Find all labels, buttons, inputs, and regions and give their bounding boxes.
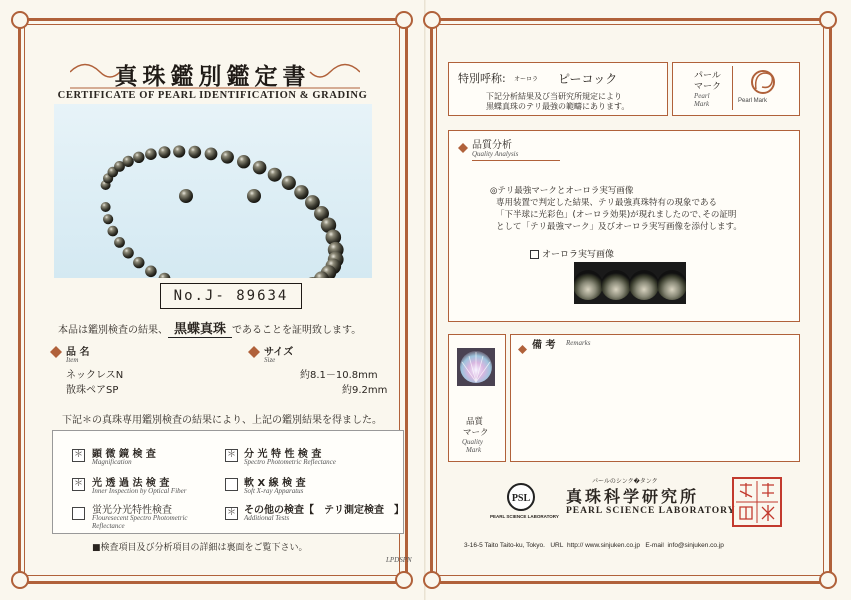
test-name: 光 透 過 法 検 査 [92, 478, 170, 489]
analysis-line: として「テリ最強マーク」及びオーロラ実写画像を添付します。 [496, 222, 742, 232]
corner-ornament [819, 11, 837, 29]
corner-ornament [819, 571, 837, 589]
test-checkbox: ＊ [226, 450, 236, 460]
square-bullet-icon [530, 250, 539, 259]
pearl [159, 273, 171, 278]
item-name: ネックレスN [66, 370, 124, 381]
corner-ornament [11, 571, 29, 589]
pearl [268, 168, 282, 182]
certificate-title: 真珠鑑別鑑定書 [114, 63, 311, 90]
pearl-mark-label-en: Mark [694, 100, 710, 108]
test-checkbox: ＊ [73, 479, 83, 489]
url-label: URL [550, 542, 564, 549]
test-name: その他の検査【 テリ測定検査 】 [244, 505, 404, 516]
test-checkbox: ＊ [73, 450, 83, 460]
pearl-mark-label-en: Pearl [694, 92, 710, 100]
url-link[interactable]: http:// www.sinjuken.co.jp [567, 542, 640, 549]
corner-ornament [11, 11, 29, 29]
lab-ruby: パールのシンク�タンク [592, 478, 658, 485]
loose-pearl [247, 189, 261, 203]
pearl [108, 226, 119, 237]
psl-logo-icon [506, 482, 536, 512]
test-name-en: Soft X-ray Apparatus [244, 487, 304, 495]
test-name-en: Flouresecent Spectro Photometric Reflectance [92, 514, 188, 530]
pearl [145, 266, 157, 278]
pearl [123, 156, 134, 167]
email-link[interactable]: info@sinjuken.co.jp [667, 542, 724, 549]
item-size: 約9.2mm [342, 385, 388, 396]
test-name-en: Magnification [92, 458, 132, 466]
pearl [221, 151, 234, 164]
analysis-title: 品質分析 [472, 140, 512, 151]
item-size: 約8.1－10.8mm [300, 370, 378, 381]
analysis-title-en: Quality Analysis [472, 150, 519, 158]
certificate-left-page [0, 0, 425, 600]
corner-ornament [423, 11, 441, 29]
certificate-subtitle: CERTIFICATE OF PEARL IDENTIFICATION & GRADING [57, 90, 368, 101]
certificate-number: No.J- 89634 [160, 283, 302, 309]
result-statement [58, 318, 361, 337]
test-name-en: Inner Inspection by Optical Fiber [92, 487, 187, 495]
test-checkbox: ＊ [226, 508, 236, 518]
pearl [123, 247, 134, 258]
official-seal [732, 477, 782, 527]
pearl-mark-logo-icon [744, 67, 782, 97]
designation-note-2: 黒蝶真珠のテリ最強の範疇にあります。 [486, 102, 630, 111]
test-basis-note: 下記＊の真珠専用鑑別検査の結果により、上記の鑑別結果を得ました。 [62, 415, 382, 426]
diamond-bullet-icon [248, 343, 260, 355]
designation-small: オーロラ [514, 76, 539, 83]
pearl-mark-logo-text: Pearl Mark [738, 98, 768, 104]
designation-label: 特別呼称: [458, 72, 506, 85]
divider [732, 66, 733, 110]
designation-note-1: 下記分析結果及び当研究所規定により [486, 92, 622, 101]
test-name: 蛍光分光特性検査 [92, 505, 172, 516]
statement-suffix: であることを証明致します。 [232, 325, 362, 336]
email-label: E-mail [645, 542, 664, 549]
test-name-en: Spectro Photometric Reflectance [244, 458, 336, 466]
svg-text:PSL: PSL [511, 493, 531, 504]
test-checkbox [225, 478, 238, 491]
pearl [101, 202, 111, 212]
pearl-necklace-image [54, 104, 372, 278]
address: 3-16-5 Taito Taito-ku, Tokyo. [464, 542, 545, 549]
pearl-mark-label-jp: パール [694, 71, 721, 81]
lab-logo-text: PEARL SCIENCE LABORATORY [490, 514, 559, 519]
footer-note: ■検査項目及び分析項目の詳細は裏面をご覧下さい。 [92, 543, 308, 553]
pearl [114, 237, 125, 248]
test-checkbox [72, 507, 85, 520]
analysis-line: 専用装置で判定した結果、テリ最強真珠特有の現象である [496, 198, 718, 208]
remarks-box [510, 334, 800, 462]
aurora-image [574, 262, 686, 304]
pearl [253, 161, 267, 175]
pearl [133, 152, 144, 163]
size-label-en: Size [264, 356, 276, 364]
pearl [145, 148, 157, 160]
corner-ornament [395, 11, 413, 29]
statement-prefix: 本品は鑑別検査の結果、 [58, 325, 168, 336]
pearl [294, 185, 308, 199]
form-code: LPDSPN [386, 556, 412, 564]
pearl [189, 146, 202, 159]
identification-result: 黒蝶真珠 [168, 322, 232, 338]
pearl-mark-label-jp: マーク [694, 82, 722, 92]
pearl [237, 155, 250, 168]
loose-pearl [179, 189, 193, 203]
diamond-bullet-icon [518, 339, 527, 348]
pearl [282, 176, 296, 190]
quality-mark-label-en: Quality [462, 438, 483, 446]
certificate-right-page [426, 0, 851, 600]
divider [472, 160, 560, 161]
pearl [173, 145, 185, 157]
analysis-line: ◎テリ最強マークとオーロラ実写画像 [490, 186, 634, 196]
item-label: 品 名 [66, 347, 90, 358]
pearl [159, 146, 171, 158]
quality-mark-label-jp: 品質 [466, 417, 484, 427]
remarks-title: 備 考 [532, 340, 556, 351]
lab-contact [464, 542, 724, 549]
test-name: 分 光 特 性 検 査 [244, 449, 322, 460]
test-name: 軟 X 線 検 査 [244, 478, 306, 489]
designation-value: ピーコック [558, 72, 618, 86]
teri-strongest-mark-icon [457, 348, 495, 386]
corner-ornament [423, 571, 441, 589]
size-label: サイズ [264, 347, 294, 358]
diamond-bullet-icon [50, 343, 62, 355]
quality-mark-label-jp: マーク [463, 428, 489, 438]
quality-mark-label-en: Mark [466, 446, 482, 454]
pearl [205, 148, 218, 161]
test-name-en: Additional Tests [244, 514, 290, 522]
test-name: 顕 微 鏡 検 査 [92, 449, 156, 460]
lab-name-en: PEARL SCIENCE LABORATORY [566, 506, 736, 516]
aurora-label: オーロラ実写画像 [542, 250, 615, 260]
item-label-en: Item [66, 356, 79, 364]
pearl-photo [54, 104, 372, 278]
pearl [103, 214, 113, 224]
analysis-line: 「下半球に光彩色」(オーロラ効果)が現れましたので､その証明 [496, 210, 737, 220]
lab-name-jp: 真珠科学研究所 [566, 487, 700, 506]
item-name: 散珠ペアSP [66, 385, 119, 396]
remarks-title-en: Remarks [566, 339, 591, 347]
diamond-bullet-icon [458, 138, 468, 148]
corner-ornament [395, 571, 413, 589]
pearl [133, 257, 144, 268]
